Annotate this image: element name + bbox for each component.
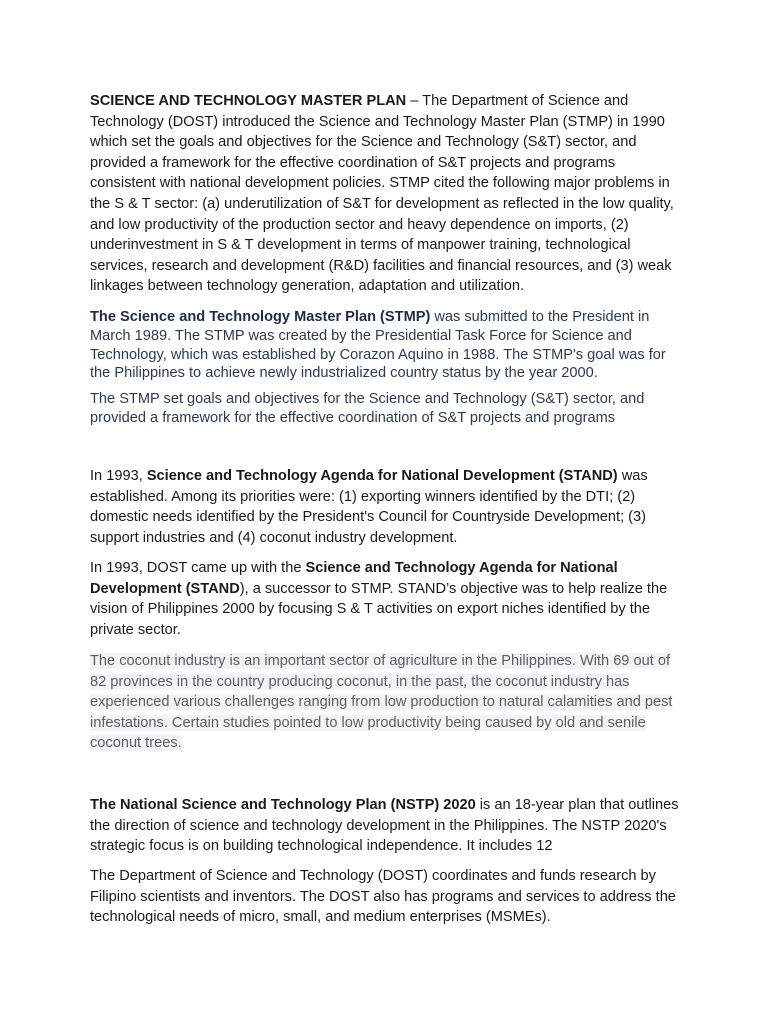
paragraph-text: The coconut industry is an important sector of agriculture in the Philippines. With 69 out of 82 provinces in the country producing coconut, in the past, the coconut industry has experienced various challenges ranging from low production to natural calamities and pest infestations. Certain studies pointed to low productivity being caused by old and senile coconut trees. bbox=[90, 653, 673, 752]
heading-stand-dost: Science and Technology Agenda for National Development (STAND bbox=[90, 560, 618, 597]
heading-stmp: SCIENCE AND TECHNOLOGY MASTER PLAN bbox=[90, 93, 407, 109]
paragraph-dost-coordinates bbox=[90, 866, 680, 928]
heading-stand: Science and Technology Agenda for National Development (STAND) bbox=[146, 468, 618, 484]
paragraph-stand-established bbox=[90, 466, 680, 548]
paragraph-text: – The Department of Science and Technology (DOST) introduced the Science and Technology Master Plan (STMP) in 1990 which set the goals and objectives for the Science and Technology (S&T) sector, and provided a framework for the effective coordination of S&T projects and programs consistent with national development policies. STMP cited the following major problems in the S & T sector: (a) underutilization of S&T for development as reflected in the low quality, and low productivity of the production sector and heavy dependence on imports, (2) underinvestment in S & T development in terms of manpower training, technological services, research and development (R&D) facilities and financial resources, and (3) weak linkages between technology generation, adaptation and utilization. bbox=[90, 93, 674, 295]
paragraph-text: ), a successor to STMP. STAND’s objective was to help realize the vision of Philippines 2000 by focusing S & T activities on export niches identified by the private sector. bbox=[90, 580, 668, 638]
heading-nstp: The National Science and Technology Plan (NSTP) 2020 bbox=[90, 797, 476, 813]
paragraph-stand-successor bbox=[90, 558, 680, 640]
paragraph-lead: In 1993, bbox=[90, 468, 147, 484]
paragraph-text: is an 18-year plan that outlines the direction of science and technology development in the Philippines. The NSTP 2020's strategic focus is on building technological independence. It includes 12 bbox=[90, 797, 679, 855]
paragraph-lead: In 1993, DOST came up with the bbox=[90, 560, 306, 576]
paragraph-coconut-industry bbox=[90, 651, 680, 754]
paragraph-text: The Department of Science and Technology (DOST) coordinates and funds research by Filipino scientists and inventors. The DOST also has programs and services to address the technological needs of micro, small, and medium enterprises (MSMEs). bbox=[90, 868, 676, 926]
paragraph-nstp-2020 bbox=[90, 795, 680, 857]
heading-stmp-full: The Science and Technology Master Plan (STMP) bbox=[90, 309, 431, 325]
paragraph-stmp-submitted bbox=[90, 308, 680, 383]
paragraph-text: was established. Among its priorities were: (1) exporting winners identified by the DTI; (2) domestic needs identified by the President's Council for Countryside Development; (3) support industries and (4) coconut industry development. bbox=[90, 468, 648, 546]
paragraph-stmp-intro bbox=[90, 91, 680, 297]
paragraph-stmp-goals bbox=[90, 390, 680, 428]
paragraph-text: The STMP set goals and objectives for the Science and Technology (S&T) sector, and provided a framework for the effective coordination of S&T projects and programs bbox=[90, 391, 645, 426]
paragraph-text: was submitted to the President in March 1989. The STMP was created by the Presidential Task Force for Science and Technology, which was established by Corazon Aquino in 1988. The STMP's goal was for the Philippines to achieve newly industrialized country status by the year 2000. bbox=[90, 309, 666, 382]
